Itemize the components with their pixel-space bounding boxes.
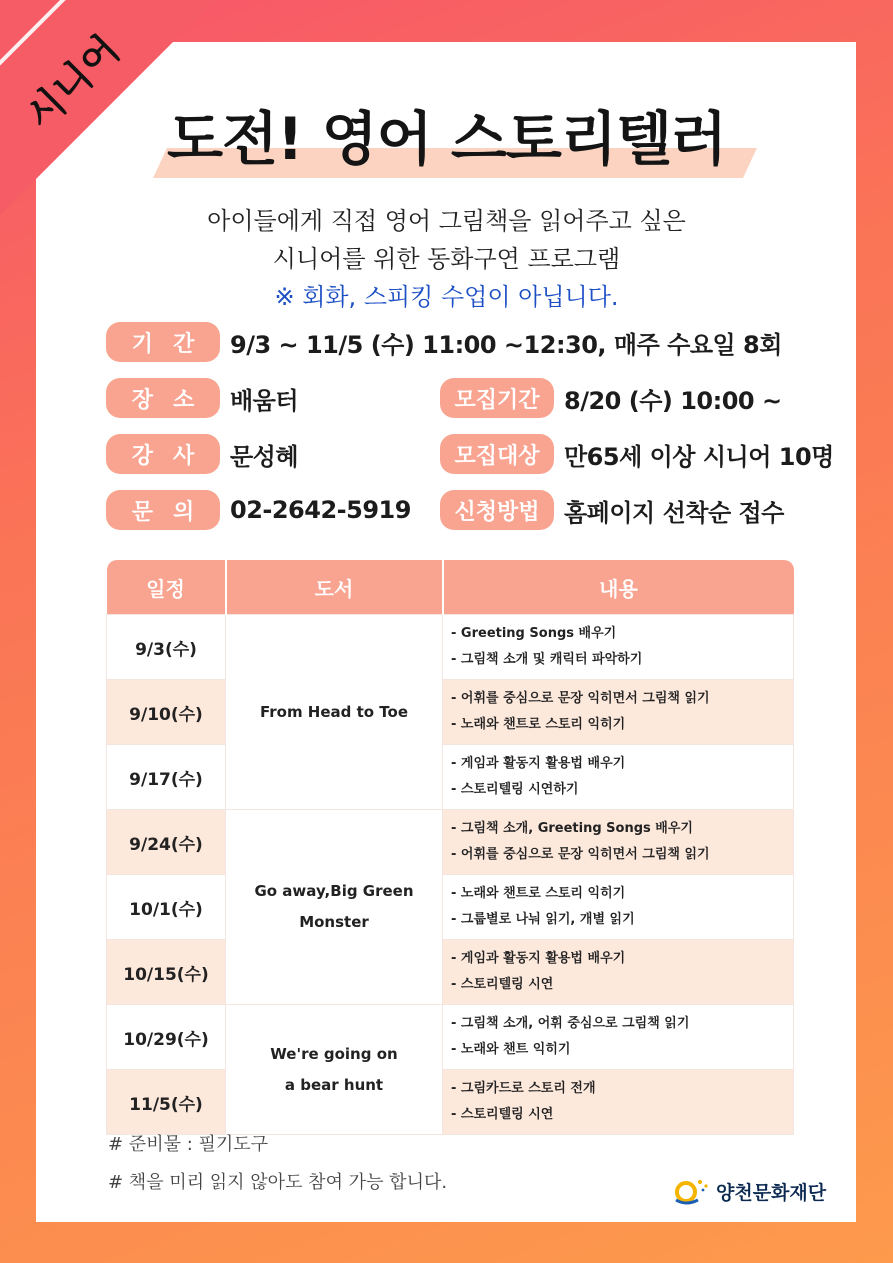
book-title: We're going on bbox=[270, 1044, 398, 1063]
info-period bbox=[106, 322, 782, 362]
place-label: 장소 bbox=[106, 378, 220, 418]
content-line: - 스토리텔링 시연하기 bbox=[451, 782, 579, 797]
period-label: 기간 bbox=[106, 322, 220, 362]
header-content: 내용 bbox=[443, 560, 794, 615]
content-line: - 노래와 챈트 익히기 bbox=[451, 1042, 571, 1057]
teacher-label: 강사 bbox=[106, 434, 220, 474]
table-row bbox=[107, 1070, 794, 1135]
contact-value: 02-2642-5919 bbox=[230, 496, 411, 524]
content-line: - 노래와 챈트로 스토리 익히기 bbox=[451, 717, 626, 732]
title-block bbox=[0, 92, 893, 176]
target-value: 만65세 이상 시니어 10명 bbox=[564, 442, 834, 471]
book-cell bbox=[226, 810, 443, 1005]
table-row bbox=[107, 875, 794, 940]
header-date: 일정 bbox=[107, 560, 226, 615]
table-row bbox=[107, 745, 794, 810]
target-label: 모집대상 bbox=[440, 434, 554, 474]
apply-value: 홈페이지 선착순 접수 bbox=[564, 498, 784, 527]
book-cell bbox=[226, 1005, 443, 1135]
info-recruit-period bbox=[440, 378, 782, 418]
info-teacher bbox=[106, 434, 298, 474]
content-line: - 그림카드로 스토리 전개 bbox=[451, 1081, 596, 1096]
info-apply bbox=[440, 490, 784, 530]
content-line: - 그림책 소개, Greeting Songs 배우기 bbox=[451, 821, 693, 836]
content-line: - Greeting Songs 배우기 bbox=[451, 626, 617, 641]
content-line: - 그림책 소개, 어휘 중심으로 그림책 읽기 bbox=[451, 1016, 690, 1031]
book-title-line2: Monster bbox=[299, 913, 369, 931]
content-line: - 어휘를 중심으로 문장 익히면서 그림책 읽기 bbox=[451, 691, 710, 706]
footer-note-reading: # 책을 미리 읽지 않아도 참여 가능 합니다. bbox=[108, 1172, 448, 1193]
recruit-period-label: 모집기간 bbox=[440, 378, 554, 418]
row-date: 9/24(수) bbox=[107, 810, 226, 875]
row-date: 9/3(수) bbox=[107, 615, 226, 680]
schedule-table bbox=[106, 560, 794, 1135]
row-content bbox=[443, 940, 794, 1005]
content-line: - 그림책 소개 및 캐릭터 파악하기 bbox=[451, 652, 643, 667]
intro-note: ※ 회화, 스피킹 수업이 아닙니다. bbox=[274, 283, 619, 311]
intro-line-1: 아이들에게 직접 영어 그림책을 읽어주고 싶은 bbox=[207, 207, 686, 235]
period-value: 9/3 ~ 11/5 (수) 11:00 ~12:30, 매주 수요일 8회 bbox=[230, 330, 782, 359]
row-content bbox=[443, 810, 794, 875]
content-line: - 노래와 챈트로 스토리 익히기 bbox=[451, 886, 626, 901]
table-row bbox=[107, 615, 794, 680]
logo-icon bbox=[674, 1176, 712, 1206]
content-line: - 스토리텔링 시연 bbox=[451, 977, 554, 992]
table-row bbox=[107, 940, 794, 1005]
book-title: Go away,Big Green bbox=[254, 882, 414, 900]
content-line: - 스토리텔링 시연 bbox=[451, 1107, 554, 1122]
book-cell bbox=[226, 615, 443, 810]
content-line: - 게임과 활동지 활용법 배우기 bbox=[451, 756, 626, 771]
teacher-value: 문성혜 bbox=[230, 442, 299, 471]
apply-label: 신청방법 bbox=[440, 490, 554, 530]
foundation-logo bbox=[674, 1176, 826, 1206]
intro-text bbox=[0, 202, 893, 316]
row-date: 9/10(수) bbox=[107, 680, 226, 745]
header-book: 도서 bbox=[226, 560, 443, 615]
row-date: 10/29(수) bbox=[107, 1005, 226, 1070]
row-content bbox=[443, 1070, 794, 1135]
contact-label: 문의 bbox=[106, 490, 220, 530]
logo-text: 양천문화재단 bbox=[716, 1181, 827, 1204]
content-line: - 그룹별로 나눠 읽기, 개별 읽기 bbox=[451, 912, 635, 927]
content-line: - 어휘를 중심으로 문장 익히면서 그림책 읽기 bbox=[451, 847, 710, 862]
info-target bbox=[440, 434, 834, 474]
row-date: 10/1(수) bbox=[107, 875, 226, 940]
intro-line-2: 시니어를 위한 동화구연 프로그램 bbox=[272, 245, 621, 273]
info-place bbox=[106, 378, 298, 418]
row-content bbox=[443, 875, 794, 940]
row-content bbox=[443, 745, 794, 810]
row-date: 9/17(수) bbox=[107, 745, 226, 810]
footer-note-supplies: # 준비물 : 필기도구 bbox=[108, 1134, 269, 1155]
book-title: From Head to Toe bbox=[259, 702, 409, 721]
info-contact bbox=[106, 490, 411, 530]
table-row bbox=[107, 810, 794, 875]
row-content bbox=[443, 1005, 794, 1070]
senior-badge: 시니어 bbox=[17, 26, 129, 138]
table-row bbox=[107, 680, 794, 745]
content-line: - 게임과 활동지 활용법 배우기 bbox=[451, 951, 626, 966]
row-date: 10/15(수) bbox=[107, 940, 226, 1005]
table-row bbox=[107, 1005, 794, 1070]
page-title: 도전! 영어 스토리텔러 bbox=[166, 105, 727, 173]
row-content bbox=[443, 615, 794, 680]
book-title-line2: a bear hunt bbox=[284, 1075, 384, 1094]
row-content bbox=[443, 680, 794, 745]
row-date: 11/5(수) bbox=[107, 1070, 226, 1135]
place-value: 배움터 bbox=[230, 386, 299, 415]
recruit-period-value: 8/20 (수) 10:00 ~ bbox=[564, 386, 782, 415]
table-header-row bbox=[107, 560, 794, 615]
